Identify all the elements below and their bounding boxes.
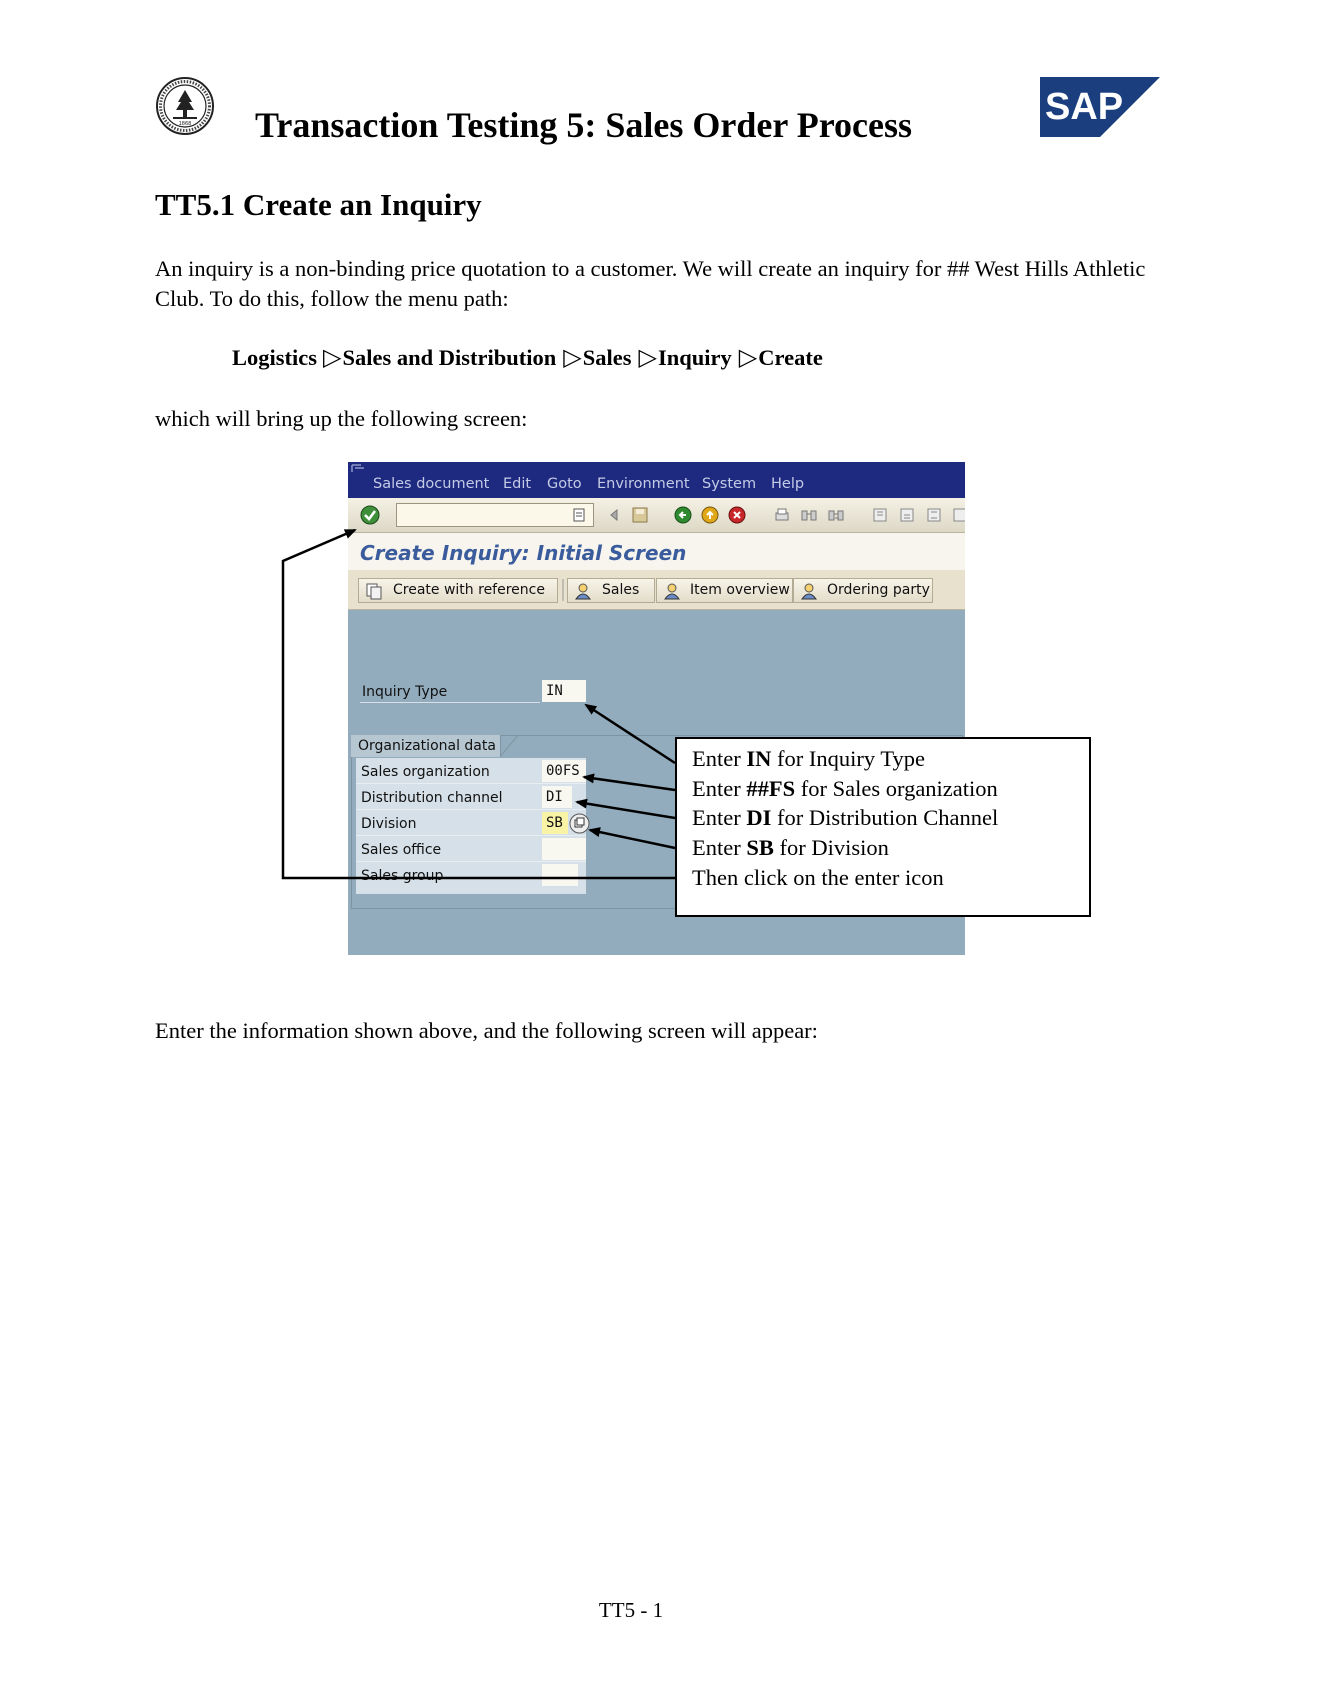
- menu-path-step: Inquiry: [658, 345, 732, 370]
- find-next-icon[interactable]: [827, 506, 845, 524]
- callout-line: Enter DI for Distribution Channel: [692, 805, 999, 830]
- distribution-channel-label: Distribution channel: [361, 790, 503, 806]
- sales-button[interactable]: Sales: [567, 578, 655, 603]
- division-input[interactable]: SB: [542, 812, 568, 834]
- menu-sales-document[interactable]: Sales document: [373, 476, 490, 492]
- callout-line: Enter SB for Division: [692, 835, 889, 860]
- sales-organization-label: Sales organization: [361, 764, 490, 780]
- command-field[interactable]: [396, 503, 594, 527]
- sales-organization-input[interactable]: 00FS: [542, 760, 586, 782]
- possible-entries-icon[interactable]: [569, 813, 590, 834]
- menu-path: [232, 343, 823, 372]
- sap-menu-bar: [348, 462, 965, 498]
- next-page-icon[interactable]: [925, 506, 943, 524]
- inquiry-type-input[interactable]: IN: [542, 680, 586, 702]
- svg-text:1868: 1868: [178, 121, 192, 127]
- first-page-icon[interactable]: [871, 506, 889, 524]
- distribution-channel-input[interactable]: DI: [542, 786, 572, 808]
- sap-application-toolbar: [348, 570, 965, 610]
- sales-office-label: Sales office: [361, 842, 442, 858]
- menu-path-step: Logistics: [232, 345, 318, 370]
- menu-path-step: Create: [758, 345, 823, 370]
- screen-title: Create Inquiry: Initial Screen: [360, 541, 687, 565]
- triangle-arrow-icon: ▷: [638, 345, 657, 371]
- back-icon[interactable]: [674, 506, 692, 524]
- sap-logo: [1040, 77, 1160, 137]
- row-underline: [356, 861, 586, 862]
- sales-group-input[interactable]: [542, 864, 578, 886]
- ordering-party-button[interactable]: Ordering party: [793, 578, 933, 603]
- window-icon: [351, 464, 365, 476]
- command-field-dropdown-icon[interactable]: [573, 508, 585, 522]
- back-arrow-small-icon[interactable]: [606, 506, 624, 524]
- organizational-data-label: Organizational data: [358, 738, 496, 754]
- document-title: Transaction Testing 5: Sales Order Process: [255, 105, 912, 145]
- copy-document-icon: [365, 582, 383, 600]
- section-heading: TT5.1 Create an Inquiry: [155, 187, 482, 222]
- triangle-arrow-icon: ▷: [738, 345, 758, 371]
- cancel-icon[interactable]: [728, 506, 746, 524]
- triangle-arrow-icon: ▷: [563, 345, 582, 371]
- exit-icon[interactable]: [701, 506, 719, 524]
- after-text: Enter the information shown above, and the following screen will appear:: [155, 1018, 818, 1043]
- create-with-reference-button[interactable]: Create with reference: [358, 578, 558, 603]
- find-icon[interactable]: [800, 506, 818, 524]
- save-icon[interactable]: [631, 506, 649, 524]
- triangle-arrow-icon: ▷: [323, 345, 342, 371]
- toolbar-separator: [561, 579, 565, 601]
- svg-text:SAP: SAP: [1045, 86, 1124, 128]
- last-page-icon[interactable]: [951, 506, 965, 524]
- sap-title-area: [348, 533, 965, 570]
- menu-system[interactable]: System: [702, 476, 757, 492]
- inquiry-type-label: Inquiry Type: [362, 684, 448, 700]
- menu-environment[interactable]: Environment: [597, 476, 690, 492]
- menu-goto[interactable]: Goto: [547, 476, 582, 492]
- page-number: TT5 - 1: [598, 1598, 664, 1622]
- sales-group-label: Sales group: [361, 868, 444, 884]
- division-label: Division: [361, 816, 417, 832]
- menu-path-step: Sales: [582, 345, 632, 370]
- previous-page-icon[interactable]: [898, 506, 916, 524]
- callout-line: Then click on the enter icon: [692, 865, 944, 890]
- row-underline: [360, 702, 540, 703]
- bring-up-text: which will bring up the following screen:: [155, 406, 528, 431]
- sales-office-input[interactable]: [542, 838, 586, 860]
- row-underline: [356, 809, 586, 810]
- row-underline: [356, 783, 586, 784]
- university-seal-logo: [156, 77, 214, 135]
- row-underline: [356, 835, 586, 836]
- callout-line: Enter ##FS for Sales organization: [692, 776, 998, 801]
- menu-edit[interactable]: Edit: [503, 476, 532, 492]
- person-icon: [574, 582, 592, 600]
- person-icon: [663, 582, 681, 600]
- person-icon: [800, 582, 818, 600]
- callout-line: Enter IN for Inquiry Type: [692, 746, 925, 771]
- menu-help[interactable]: Help: [771, 476, 805, 492]
- group-tab-slant: [500, 735, 520, 757]
- item-overview-button[interactable]: Item overview: [656, 578, 793, 603]
- instruction-callout: [675, 737, 1091, 917]
- menu-path-step: Sales and Distribution: [342, 345, 557, 370]
- enter-check-icon[interactable]: [360, 505, 380, 525]
- intro-paragraph: An inquiry is a non-binding price quotation to a customer. We will create an inquiry for ## West Hills Athletic Club. To do this, follow the menu path:: [155, 256, 1146, 311]
- sap-standard-toolbar: [348, 498, 965, 533]
- print-icon[interactable]: [773, 506, 791, 524]
